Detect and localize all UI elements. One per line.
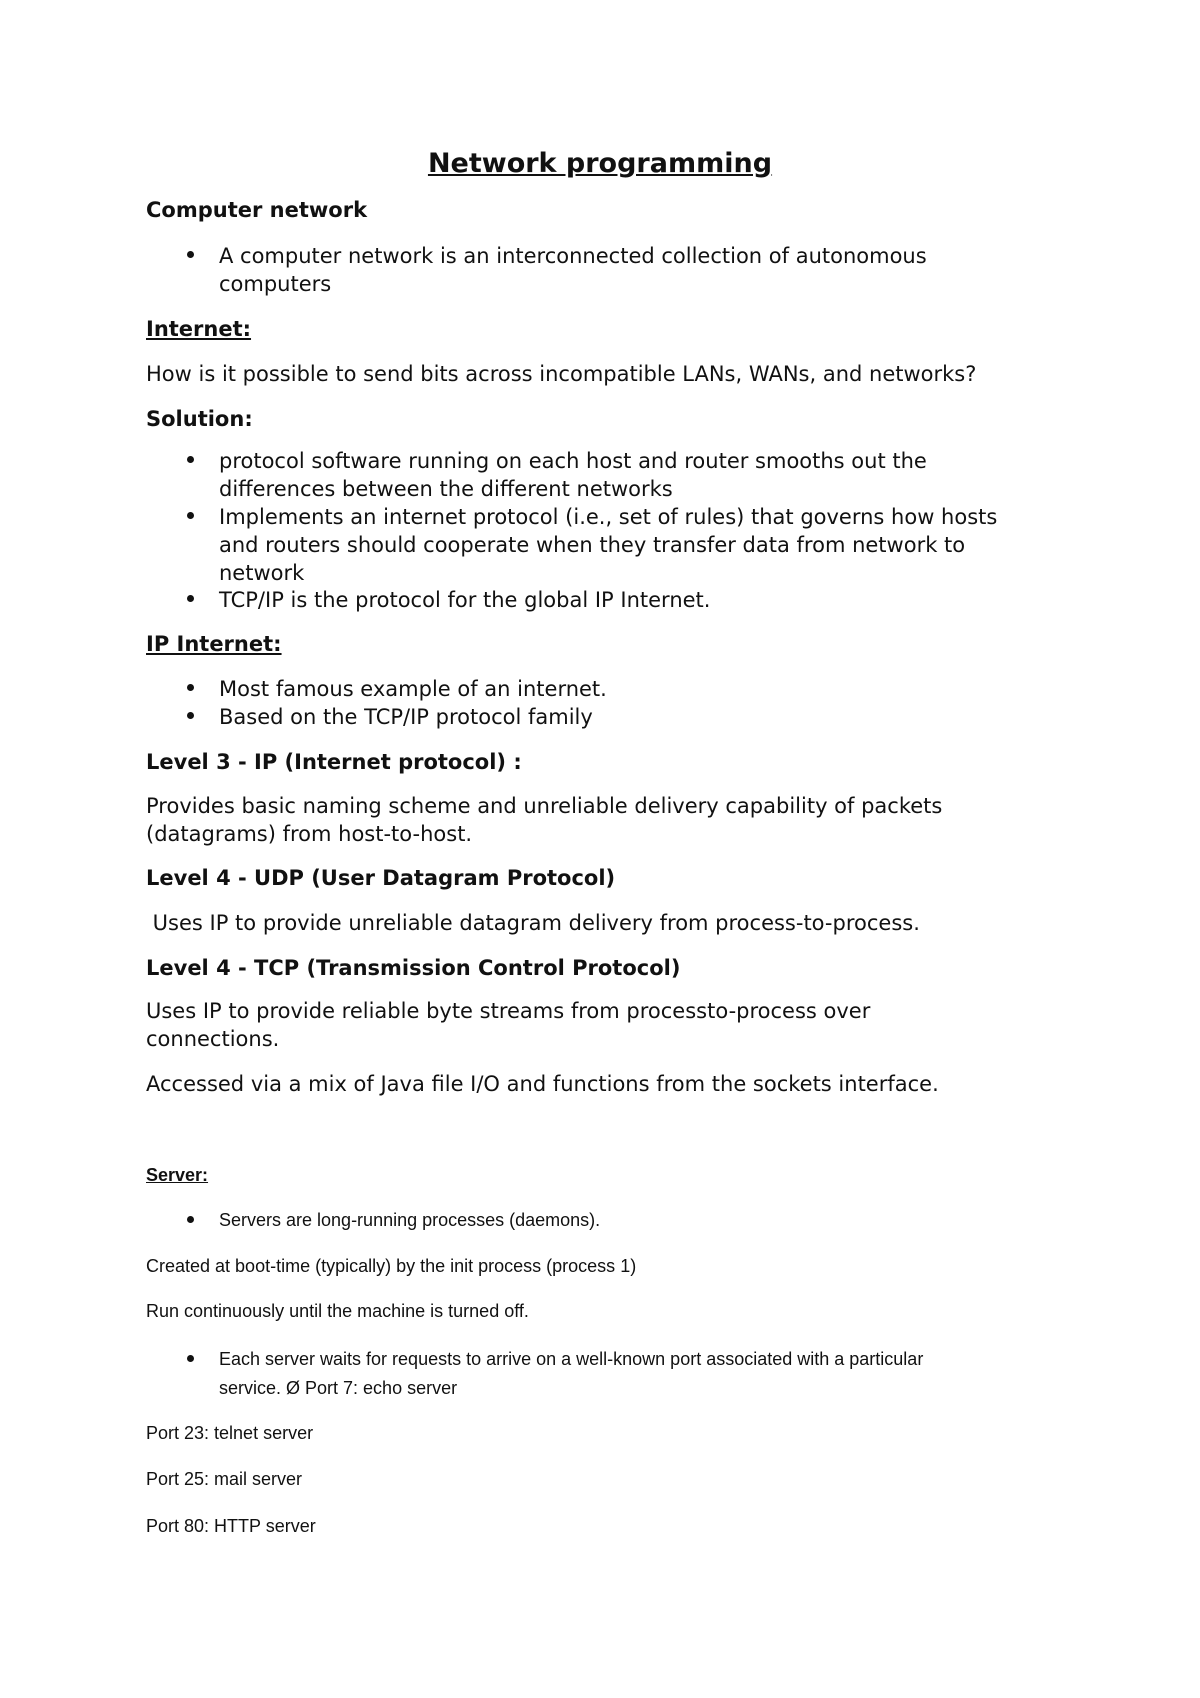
internet-question: How is it possible to send bits across incompatible LANs, WANs, and networks?	[146, 362, 977, 386]
level4-tcp-text: connections.	[146, 1027, 280, 1051]
solution-bullet-line: differences between the different networks	[219, 477, 673, 501]
bullet-icon	[187, 684, 194, 691]
port-line: Port 23: telnet server	[146, 1423, 314, 1443]
level3-ip-text: (datagrams) from host-to-host.	[146, 822, 473, 846]
bullet-icon	[187, 595, 194, 602]
server-heading: Server:	[146, 1165, 209, 1185]
solution-heading: Solution:	[146, 407, 253, 431]
ip-internet-bullet: Most famous example of an internet.	[219, 677, 607, 701]
solution-bullet-line: Implements an internet protocol (i.e., set of rules) that governs how hosts	[219, 505, 998, 529]
port-line: Port 25: mail server	[146, 1469, 303, 1489]
computer-network-heading: Computer network	[146, 198, 368, 222]
computer-network-bullet-line: computers	[219, 272, 332, 296]
solution-bullet-line: TCP/IP is the protocol for the global IP Internet.	[219, 588, 711, 612]
bullet-icon	[187, 1216, 194, 1223]
server-bullet-line: Each server waits for requests to arrive on a well-known port associated with a particular	[219, 1349, 924, 1369]
level3-ip-heading: Level 3 - IP (Internet protocol) :	[146, 750, 522, 774]
port-line: Port 80: HTTP server	[146, 1516, 316, 1536]
bullet-icon	[187, 712, 194, 719]
bullet-icon	[187, 512, 194, 519]
server-run-text: Run continuously until the machine is turned off.	[146, 1301, 529, 1321]
solution-bullet-line: and routers should cooperate when they transfer data from network to	[219, 533, 966, 557]
level4-udp-heading: Level 4 - UDP (User Datagram Protocol)	[146, 866, 616, 890]
computer-network-bullet-line: A computer network is an interconnected collection of autonomous	[219, 244, 927, 268]
bullet-icon	[187, 456, 194, 463]
level4-tcp-accessed-text: Accessed via a mix of Java file I/O and functions from the sockets interface.	[146, 1072, 939, 1096]
bullet-icon	[187, 251, 194, 258]
bullet-icon	[187, 1355, 194, 1362]
level4-tcp-heading: Level 4 - TCP (Transmission Control Protocol)	[146, 956, 681, 980]
solution-bullet-line: protocol software running on each host and router smooths out the	[219, 449, 927, 473]
ip-internet-heading: IP Internet:	[146, 632, 282, 656]
level4-udp-text: Uses IP to provide unreliable datagram delivery from process-to-process.	[146, 911, 920, 935]
server-bullet: Servers are long-running processes (daemons).	[219, 1210, 601, 1230]
server-bullet-line: service. Ø Port 7: echo server	[219, 1378, 458, 1398]
page-title: Network programming	[427, 148, 773, 179]
solution-bullet-line: network	[219, 561, 305, 585]
level4-tcp-text: Uses IP to provide reliable byte streams from processto-process over	[146, 999, 871, 1023]
ip-internet-bullet: Based on the TCP/IP protocol family	[219, 705, 593, 729]
level3-ip-text: Provides basic naming scheme and unreliable delivery capability of packets	[146, 794, 943, 818]
server-created-text: Created at boot-time (typically) by the init process (process 1)	[146, 1256, 637, 1276]
internet-heading: Internet:	[146, 317, 252, 341]
